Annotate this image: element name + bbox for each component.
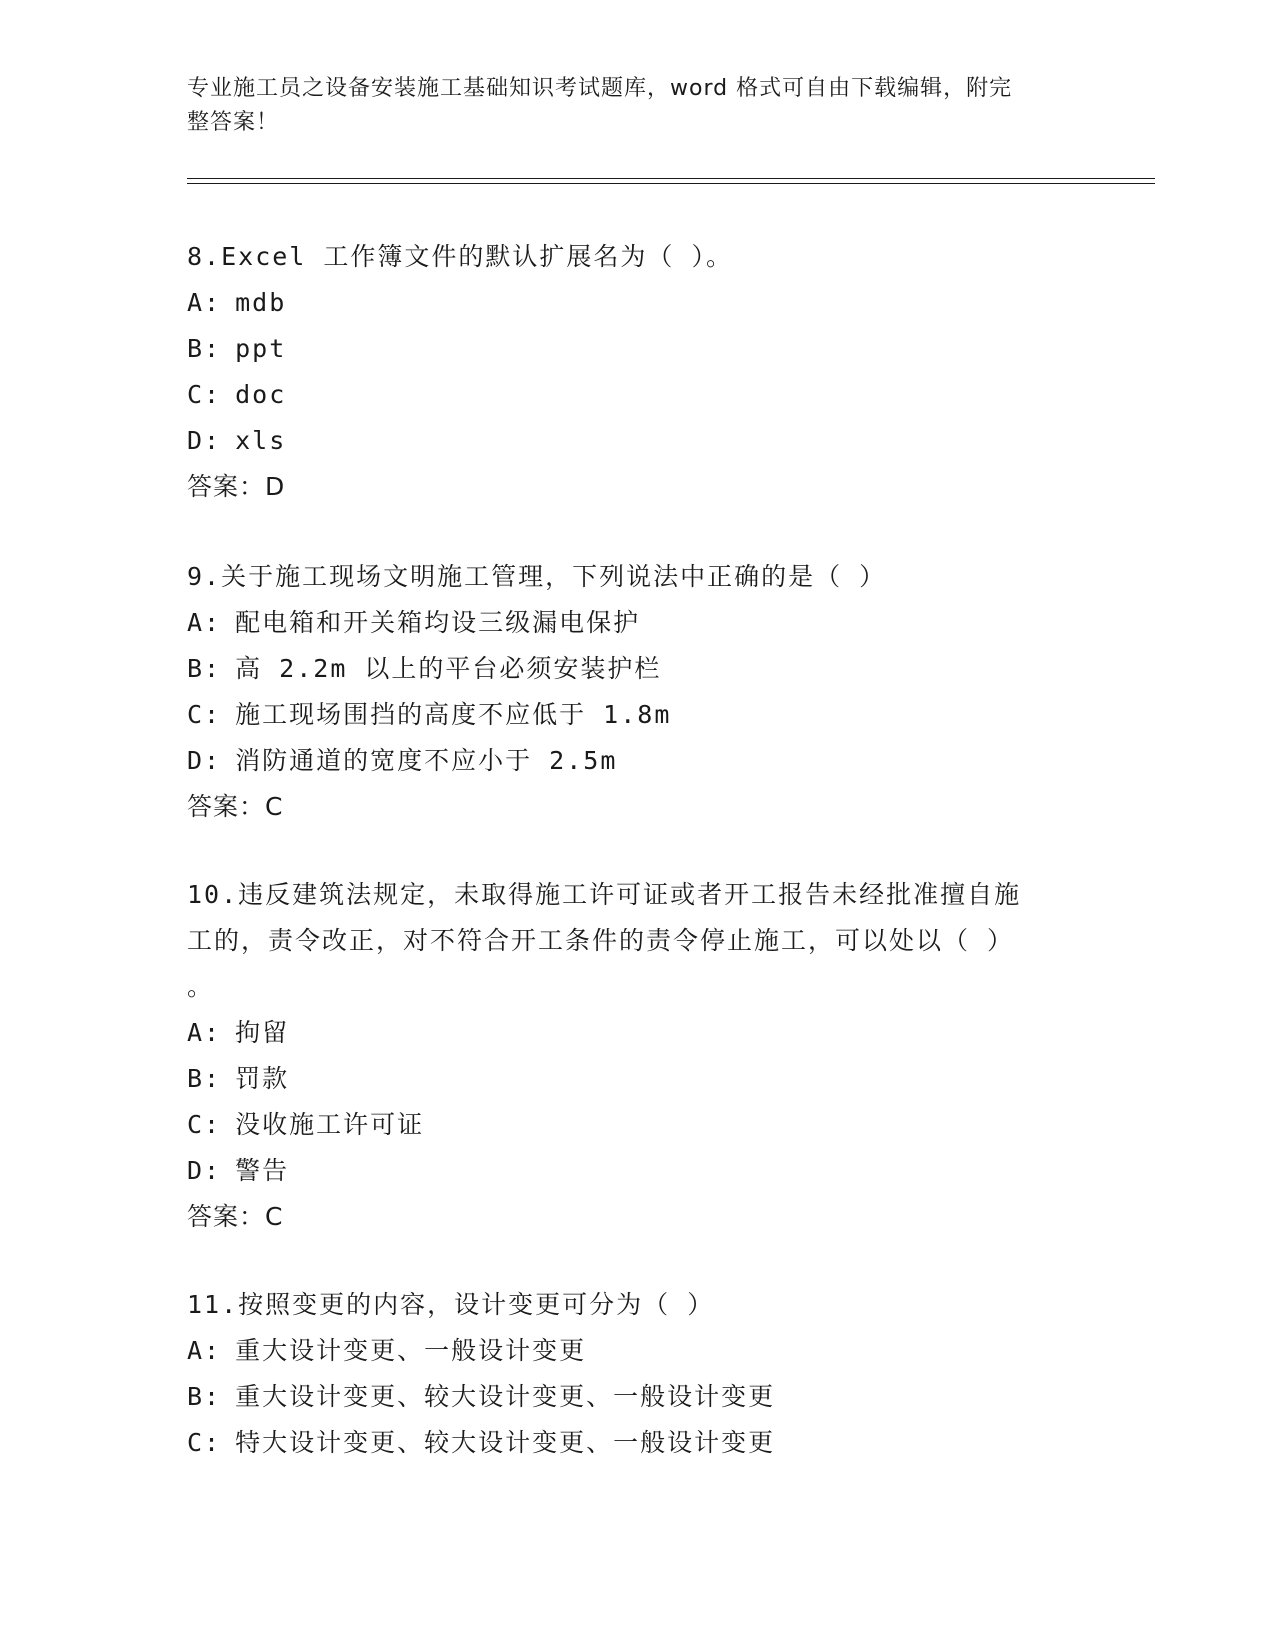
header-divider-bottom — [187, 183, 1155, 184]
option-text: mdb — [235, 288, 287, 317]
option-letter: C: — [187, 1110, 222, 1139]
option-letter: D: — [187, 746, 222, 775]
option-letter: C: — [187, 700, 222, 729]
option-text: doc — [235, 380, 287, 409]
option-letter: B: — [187, 654, 222, 683]
option-a — [187, 1010, 1087, 1056]
option-text: 施工现场围挡的高度不应低于 1.8m — [235, 700, 672, 729]
option-letter: D: — [187, 1156, 222, 1185]
option-text: 罚款 — [235, 1064, 290, 1093]
header-line-2: 整答案！ — [187, 110, 280, 135]
question-stem: 9.关于施工现场文明施工管理，下列说法中正确的是（ ） — [187, 562, 887, 591]
question-8 — [187, 234, 1087, 510]
header-divider-top — [187, 178, 1155, 179]
option-text: 高 2.2m 以上的平台必须安装护栏 — [235, 654, 662, 683]
option-text: 警告 — [235, 1156, 290, 1185]
option-b — [187, 326, 1087, 372]
option-text: 配电箱和开关箱均设三级漏电保护 — [235, 608, 641, 637]
option-d — [187, 418, 1087, 464]
option-c — [187, 372, 1087, 418]
option-text: xls — [235, 426, 287, 455]
option-a — [187, 1328, 1087, 1374]
option-text: 重大设计变更、一般设计变更 — [235, 1336, 587, 1365]
option-text: 消防通道的宽度不应小于 2.5m — [235, 746, 618, 775]
option-letter: A: — [187, 288, 222, 317]
option-c — [187, 692, 1087, 738]
option-d — [187, 738, 1087, 784]
question-10 — [187, 872, 1087, 1240]
option-b — [187, 646, 1087, 692]
option-b — [187, 1374, 1087, 1420]
option-letter: A: — [187, 1018, 222, 1047]
option-a — [187, 600, 1087, 646]
option-text: 拘留 — [235, 1018, 290, 1047]
question-11 — [187, 1282, 1087, 1466]
question-stem-line-2: 工的，责令改正，对不符合开工条件的责令停止施工，可以处以（ ） — [187, 926, 1015, 955]
option-text: ppt — [235, 334, 287, 363]
option-letter: A: — [187, 608, 222, 637]
option-b — [187, 1056, 1087, 1102]
question-stem-line-3: 。 — [187, 972, 215, 1001]
option-letter: D: — [187, 426, 222, 455]
option-letter: B: — [187, 1064, 222, 1093]
question-stem: 8.Excel 工作簿文件的默认扩展名为（ ）。 — [187, 242, 733, 271]
option-letter: B: — [187, 334, 222, 363]
option-d — [187, 1148, 1087, 1194]
answer: 答案：C — [187, 792, 284, 821]
document-header — [187, 72, 1067, 140]
question-9 — [187, 554, 1087, 830]
question-stem-line-1: 10.违反建筑法规定，未取得施工许可证或者开工报告未经批准擅自施 — [187, 880, 1022, 909]
option-c — [187, 1102, 1087, 1148]
option-text: 特大设计变更、较大设计变更、一般设计变更 — [235, 1428, 776, 1457]
option-text: 重大设计变更、较大设计变更、一般设计变更 — [235, 1382, 776, 1411]
answer: 答案：D — [187, 472, 286, 501]
option-letter: C: — [187, 380, 222, 409]
option-text: 没收施工许可证 — [235, 1110, 425, 1139]
option-a — [187, 280, 1087, 326]
question-stem: 11.按照变更的内容，设计变更可分为（ ） — [187, 1290, 715, 1319]
option-c — [187, 1420, 1087, 1466]
option-letter: C: — [187, 1428, 222, 1457]
header-line-1: 专业施工员之设备安装施工基础知识考试题库，word 格式可自由下载编辑，附完 — [187, 76, 1013, 101]
option-letter: A: — [187, 1336, 222, 1365]
answer: 答案：C — [187, 1202, 284, 1231]
option-letter: B: — [187, 1382, 222, 1411]
